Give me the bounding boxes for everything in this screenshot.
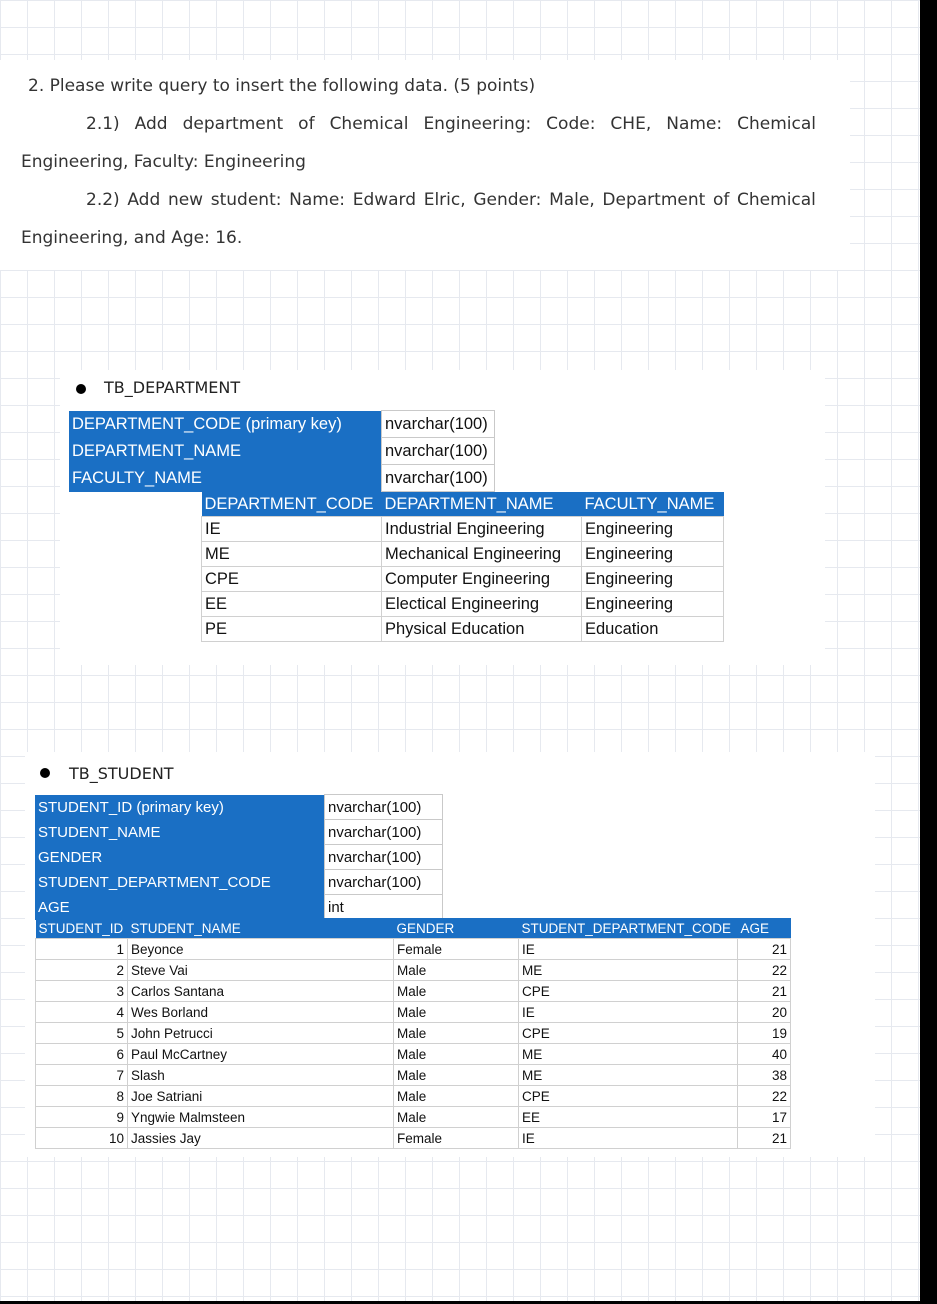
schema-field-name: DEPARTMENT_NAME [69,438,382,465]
schema-row [35,795,443,820]
question-word: Name: [666,114,723,134]
table-cell: 2 [36,960,128,981]
table-cell: 8 [36,1086,128,1107]
schema-field-name: AGE [35,895,325,920]
question-2-2 [86,190,816,210]
table-cell: 20 [738,1002,791,1023]
question-word: Chemical [329,114,409,134]
table-cell: IE [519,939,738,960]
table-row [36,1107,791,1128]
table-cell: CPE [519,1086,738,1107]
question-word: 2.2) [86,190,120,210]
question-word: Edward [352,190,417,210]
schema-field-name: FACULTY_NAME [69,465,382,492]
question-word: of [298,114,315,134]
table-row [202,617,724,642]
department-data-table [201,492,724,642]
question-word: department [182,114,284,134]
question-2-2-continued: Engineering, and Age: 16. [21,228,243,248]
table-row [36,1128,791,1149]
table-cell: Education [582,617,724,642]
table-row [36,939,791,960]
table-cell: Male [394,960,519,981]
question-word: Elric, [423,190,466,210]
table-cell: Joe Satriani [128,1086,394,1107]
table-cell: ME [519,1065,738,1086]
table-cell: Engineering [582,592,724,617]
question-word: new [167,190,204,210]
table-cell: Paul McCartney [128,1044,394,1065]
table-cell: 21 [738,1128,791,1149]
table-cell: 40 [738,1044,791,1065]
question-word: 2.1) [86,114,120,134]
schema-field-name: STUDENT_DEPARTMENT_CODE [35,870,325,895]
student-data-table [35,918,791,1149]
question-word: Department [602,190,706,210]
question-main: 2. Please write query to insert the following data. (5 points) [28,76,536,96]
table-cell: 22 [738,1086,791,1107]
column-header: STUDENT_NAME [128,918,394,939]
table-cell: 21 [738,939,791,960]
table-cell: 21 [738,981,791,1002]
table-cell: ME [519,960,738,981]
schema-row [35,845,443,870]
column-header: STUDENT_ID [36,918,128,939]
question-word: of [712,190,730,210]
table-row [36,981,791,1002]
table-cell: Male [394,1023,519,1044]
schema-field-type: nvarchar(100) [325,820,443,845]
table-cell: Mechanical Engineering [382,542,582,567]
question-word: Chemical [737,190,816,210]
table-cell: Jassies Jay [128,1128,394,1149]
table-cell: Male [394,1002,519,1023]
table-cell: 5 [36,1023,128,1044]
table-cell: 38 [738,1065,791,1086]
table-cell: CPE [202,567,382,592]
question-2-1 [86,114,816,134]
schema-field-name: DEPARTMENT_CODE (primary key) [69,411,382,438]
table-cell: Computer Engineering [382,567,582,592]
table-cell: Male [394,1044,519,1065]
right-edge-bar [920,0,937,1304]
bullet-icon [40,768,50,778]
schema-field-type: nvarchar(100) [325,870,443,895]
table-row [36,1002,791,1023]
schema-field-name: STUDENT_NAME [35,820,325,845]
schema-field-name: GENDER [35,845,325,870]
schema-field-name: STUDENT_ID (primary key) [35,795,325,820]
schema-row [35,895,443,920]
question-word: student: [210,190,282,210]
column-header: DEPARTMENT_NAME [382,492,582,517]
table-cell: Male [394,1065,519,1086]
question-word: Chemical [737,114,816,134]
table-row [202,592,724,617]
question-word: Add [127,190,161,210]
table-cell: EE [519,1107,738,1128]
table-cell: Yngwie Malmsteen [128,1107,394,1128]
table-cell: ME [519,1044,738,1065]
table-cell: 17 [738,1107,791,1128]
schema-row [69,438,495,465]
table-cell: IE [202,517,382,542]
department-schema-table [69,410,495,492]
table-cell: IE [519,1002,738,1023]
table-cell: Male [394,1107,519,1128]
table-cell: 19 [738,1023,791,1044]
table-cell: 7 [36,1065,128,1086]
table-row [36,1023,791,1044]
table-row [36,1044,791,1065]
student-schema-table [35,794,443,920]
table-cell: Physical Education [382,617,582,642]
table-cell: 4 [36,1002,128,1023]
question-word: Engineering: [423,114,532,134]
question-word: Code: [546,114,596,134]
bullet-icon [76,384,86,394]
column-header: DEPARTMENT_CODE [202,492,382,517]
question-word: Male, [549,190,595,210]
schema-row [69,465,495,492]
table-cell: Engineering [582,517,724,542]
question-2-1-continued: Engineering, Faculty: Engineering [21,152,306,172]
table-cell: 9 [36,1107,128,1128]
schema-field-type: nvarchar(100) [382,465,495,492]
student-title: TB_STUDENT [69,764,174,783]
table-cell: Male [394,981,519,1002]
table-cell: John Petrucci [128,1023,394,1044]
table-cell: Steve Vai [128,960,394,981]
column-header: GENDER [394,918,519,939]
question-block [0,60,850,270]
schema-field-type: int [325,895,443,920]
table-row [36,960,791,981]
table-cell: 10 [36,1128,128,1149]
table-cell: PE [202,617,382,642]
column-header: STUDENT_DEPARTMENT_CODE [519,918,738,939]
table-cell: 22 [738,960,791,981]
table-cell: Slash [128,1065,394,1086]
question-word: Name: [289,190,346,210]
schema-field-type: nvarchar(100) [382,411,495,438]
table-row [202,517,724,542]
table-cell: Engineering [582,567,724,592]
table-cell: Engineering [582,542,724,567]
schema-field-type: nvarchar(100) [382,438,495,465]
table-cell: Carlos Santana [128,981,394,1002]
table-cell: Industrial Engineering [382,517,582,542]
table-cell: Female [394,939,519,960]
table-cell: IE [519,1128,738,1149]
table-cell: Electical Engineering [382,592,582,617]
table-cell: Female [394,1128,519,1149]
table-cell: EE [202,592,382,617]
table-cell: 1 [36,939,128,960]
question-word: Add [134,114,168,134]
table-cell: CPE [519,981,738,1002]
table-row [202,567,724,592]
column-header: AGE [738,918,791,939]
table-cell: Beyonce [128,939,394,960]
department-title: TB_DEPARTMENT [104,378,241,397]
column-header: FACULTY_NAME [582,492,724,517]
schema-field-type: nvarchar(100) [325,795,443,820]
table-cell: CPE [519,1023,738,1044]
question-word: Gender: [473,190,542,210]
schema-row [35,870,443,895]
schema-row [35,820,443,845]
schema-field-type: nvarchar(100) [325,845,443,870]
table-cell: ME [202,542,382,567]
table-row [36,1065,791,1086]
table-cell: Wes Borland [128,1002,394,1023]
table-cell: Male [394,1086,519,1107]
schema-row [69,411,495,438]
question-word: CHE, [610,114,652,134]
table-cell: 3 [36,981,128,1002]
table-row [202,542,724,567]
table-row [36,1086,791,1107]
table-cell: 6 [36,1044,128,1065]
